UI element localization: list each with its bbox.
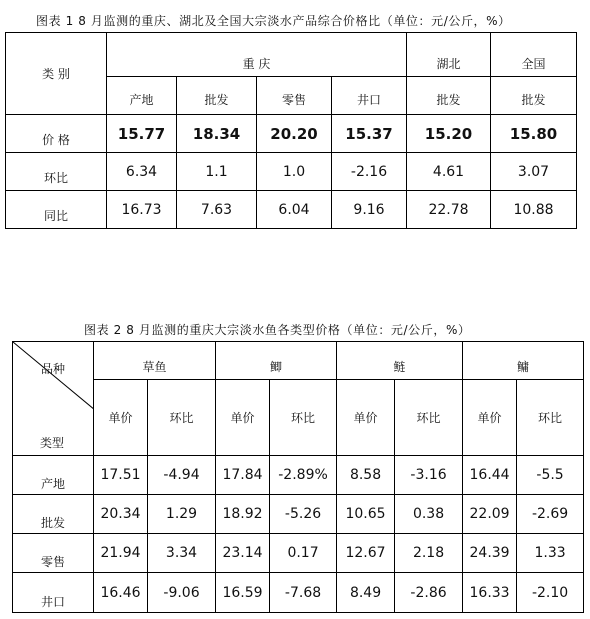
table-row-origin [13, 456, 584, 495]
table-cell: 20.20 [257, 115, 332, 153]
table-cell: 1.0 [257, 153, 332, 191]
table-cell: 9.16 [332, 191, 407, 229]
table-cell: 7.63 [177, 191, 257, 229]
table-cell: 15.20 [407, 115, 491, 153]
table-cell: 22.09 [463, 495, 517, 534]
table-cell: 15.77 [107, 115, 177, 153]
table-cell: 6.04 [257, 191, 332, 229]
row-label: 产地 [13, 456, 94, 495]
group-header-chongqing: 重 庆 [107, 33, 407, 77]
table-cell: 15.37 [332, 115, 407, 153]
table-cell: 10.88 [491, 191, 577, 229]
table-cell: -2.16 [332, 153, 407, 191]
table-cell: 16.73 [107, 191, 177, 229]
table-cell: 2.18 [395, 534, 463, 573]
table-row-month-on-month [6, 153, 577, 191]
table-cell: -2.86 [395, 573, 463, 613]
table-cell: 8.49 [337, 573, 395, 613]
table-cell: -2.10 [517, 573, 584, 613]
subheader-mom: 环比 [517, 380, 584, 456]
table1-caption: 图表 1 8 月监测的重庆、湖北及全国大宗淡水产品综合价格比（单位：元/公斤，%） [36, 14, 511, 28]
table-cell: 18.34 [177, 115, 257, 153]
row-label: 同比 [6, 191, 107, 229]
table-cell: 10.65 [337, 495, 395, 534]
table-row-retail [13, 534, 584, 573]
table-cell: 18.92 [216, 495, 270, 534]
group-header-hubei: 湖北 [407, 33, 491, 77]
table-cell: 17.51 [94, 456, 148, 495]
table-row-wholesale [13, 495, 584, 534]
table-cell: -2.69 [517, 495, 584, 534]
subheader-unit-price: 单价 [463, 380, 517, 456]
table-cell: 0.17 [270, 534, 337, 573]
price-comparison-table [5, 32, 577, 229]
table2-caption: 图表 2 8 月监测的重庆大宗淡水鱼各类型价格（单位：元/公斤，%） [84, 323, 471, 337]
corner-label-type: 类型 [40, 436, 65, 450]
subheader-wholesale: 批发 [177, 77, 257, 115]
table-row-year-on-year [6, 191, 577, 229]
species-header-silver-carp: 鲢 [337, 342, 463, 380]
table-cell: 16.59 [216, 573, 270, 613]
table-cell: 15.80 [491, 115, 577, 153]
diagonal-corner-cell [13, 342, 94, 456]
row-label: 零售 [13, 534, 94, 573]
subheader-national-wholesale: 批发 [491, 77, 577, 115]
table-row-price [6, 115, 577, 153]
subheader-unit-price: 单价 [216, 380, 270, 456]
table-cell: 4.61 [407, 153, 491, 191]
subheader-hubei-wholesale: 批发 [407, 77, 491, 115]
subheader-unit-price: 单价 [337, 380, 395, 456]
row-label: 环比 [6, 153, 107, 191]
subheader-mom: 环比 [148, 380, 216, 456]
table-cell: -5.5 [517, 456, 584, 495]
table-cell: -5.26 [270, 495, 337, 534]
table-cell: 17.84 [216, 456, 270, 495]
table-cell: 20.34 [94, 495, 148, 534]
table-cell: 23.14 [216, 534, 270, 573]
table-cell: 1.29 [148, 495, 216, 534]
species-header-bighead-carp: 鳙 [463, 342, 584, 380]
subheader-unit-price: 单价 [94, 380, 148, 456]
table-cell: 1.1 [177, 153, 257, 191]
subheader-retail: 零售 [257, 77, 332, 115]
table-cell: 16.46 [94, 573, 148, 613]
species-header-grass-carp: 草鱼 [94, 342, 216, 380]
table-cell: 21.94 [94, 534, 148, 573]
table-cell: 24.39 [463, 534, 517, 573]
subheader-pond-side: 井口 [332, 77, 407, 115]
table-cell: 16.44 [463, 456, 517, 495]
row-label: 价 格 [6, 115, 107, 153]
table-cell: 12.67 [337, 534, 395, 573]
corner-label-species: 品种 [41, 362, 66, 376]
table-cell: 3.34 [148, 534, 216, 573]
table-cell: -7.68 [270, 573, 337, 613]
species-header-crucian-carp: 鲫 [216, 342, 337, 380]
fish-type-price-table [12, 341, 584, 613]
table-cell: -2.89% [270, 456, 337, 495]
table-cell: 1.33 [517, 534, 584, 573]
table-cell: 22.78 [407, 191, 491, 229]
subheader-mom: 环比 [270, 380, 337, 456]
table1-corner-label: 类 别 [6, 33, 107, 115]
table-row-pond-side [13, 573, 584, 613]
group-header-national: 全国 [491, 33, 577, 77]
table-cell: 8.58 [337, 456, 395, 495]
table-cell: 16.33 [463, 573, 517, 613]
table-cell: -4.94 [148, 456, 216, 495]
subheader-origin: 产地 [107, 77, 177, 115]
table-cell: -9.06 [148, 573, 216, 613]
row-label: 井口 [13, 573, 94, 613]
table-cell: 3.07 [491, 153, 577, 191]
subheader-mom: 环比 [395, 380, 463, 456]
row-label: 批发 [13, 495, 94, 534]
table-cell: 0.38 [395, 495, 463, 534]
table-cell: 6.34 [107, 153, 177, 191]
table-cell: -3.16 [395, 456, 463, 495]
